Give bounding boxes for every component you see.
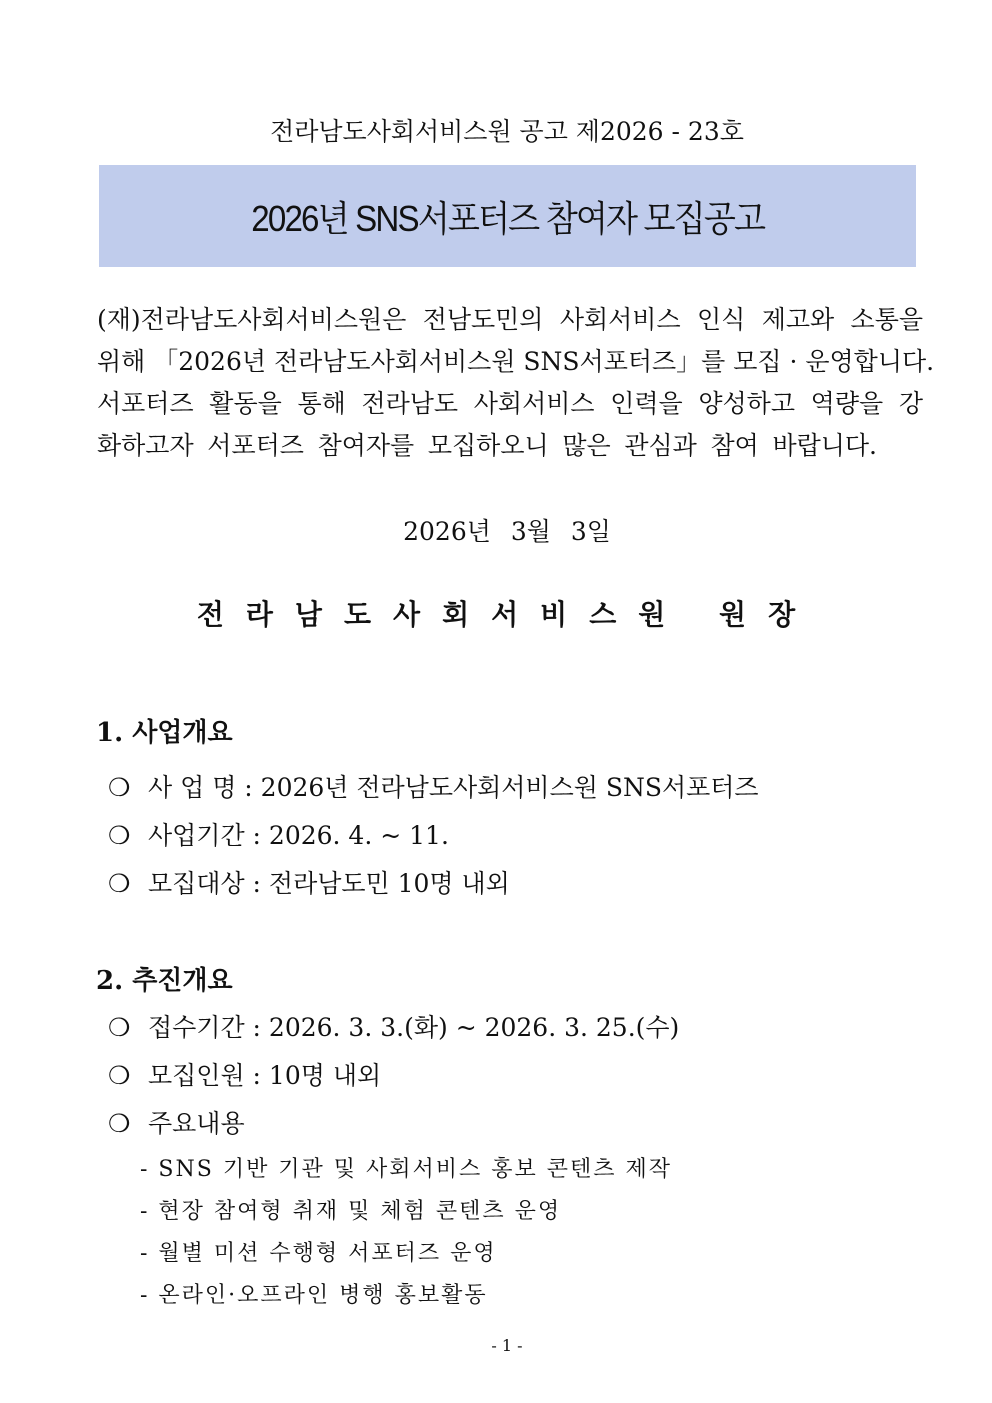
item-text: 사 업 명 : 2026년 전라남도사회서비스원 SNS서포터즈 xyxy=(148,773,759,802)
notice-number: 전라남도사회서비스원 공고 제2026 - 23호 xyxy=(270,117,744,146)
item-text: 접수기간 : 2026. 3. 3.(화) ~ 2026. 3. 25.(수) xyxy=(148,1013,680,1042)
sub-item: - 월별 미션 수행형 서포터즈 운영 xyxy=(140,1241,497,1266)
intro-line: 위해 「2026년 전라남도사회서비스원 SNS서포터즈」를 모집 · 운영합니다. xyxy=(97,347,935,376)
circle-bullet-icon: ❍ xyxy=(108,821,131,850)
title-box xyxy=(99,165,916,267)
sub-item: - 현장 참여형 취재 및 체험 콘텐츠 운영 xyxy=(140,1199,562,1224)
item-text: 모집인원 : 10명 내외 xyxy=(148,1061,382,1090)
circle-bullet-icon: ❍ xyxy=(108,1061,131,1090)
circle-bullet-icon: ❍ xyxy=(108,1013,131,1042)
section-heading: 1. 사업개요 xyxy=(96,718,233,748)
page-title: 2026년 SNS서포터즈 참여자 모집공고 xyxy=(251,197,764,239)
notice-date: 2026년 3월 3일 xyxy=(403,517,611,546)
list-item xyxy=(108,1008,679,1044)
list-item xyxy=(108,816,449,852)
item-text: 모집대상 : 전라남도민 10명 내외 xyxy=(148,869,510,898)
sub-item: - SNS 기반 기관 및 사회서비스 홍보 콘텐츠 제작 xyxy=(140,1157,673,1182)
circle-bullet-icon: ❍ xyxy=(108,869,131,898)
intro-line: (재)전라남도사회서비스원은 전남도민의 사회서비스 인식 제고와 소통을 xyxy=(97,305,923,334)
sub-item: - 온라인·오프라인 병행 홍보활동 xyxy=(140,1283,488,1308)
list-item xyxy=(108,864,510,900)
item-text: 사업기간 : 2026. 4. ~ 11. xyxy=(148,821,449,850)
list-item xyxy=(108,1056,381,1092)
page-number: - 1 - xyxy=(491,1336,523,1355)
signer: 전라남도사회서비스원 원장 xyxy=(196,598,818,631)
list-item xyxy=(108,1104,245,1140)
intro-line: 서포터즈 활동을 통해 전라남도 사회서비스 인력을 양성하고 역량을 강 xyxy=(97,389,923,418)
section-heading: 2. 추진개요 xyxy=(96,966,233,996)
list-item xyxy=(108,768,759,804)
circle-bullet-icon: ❍ xyxy=(108,1109,131,1138)
item-text: 주요내용 xyxy=(148,1109,245,1138)
circle-bullet-icon: ❍ xyxy=(108,773,131,802)
intro-line: 화하고자 서포터즈 참여자를 모집하오니 많은 관심과 참여 바랍니다. xyxy=(97,431,877,460)
